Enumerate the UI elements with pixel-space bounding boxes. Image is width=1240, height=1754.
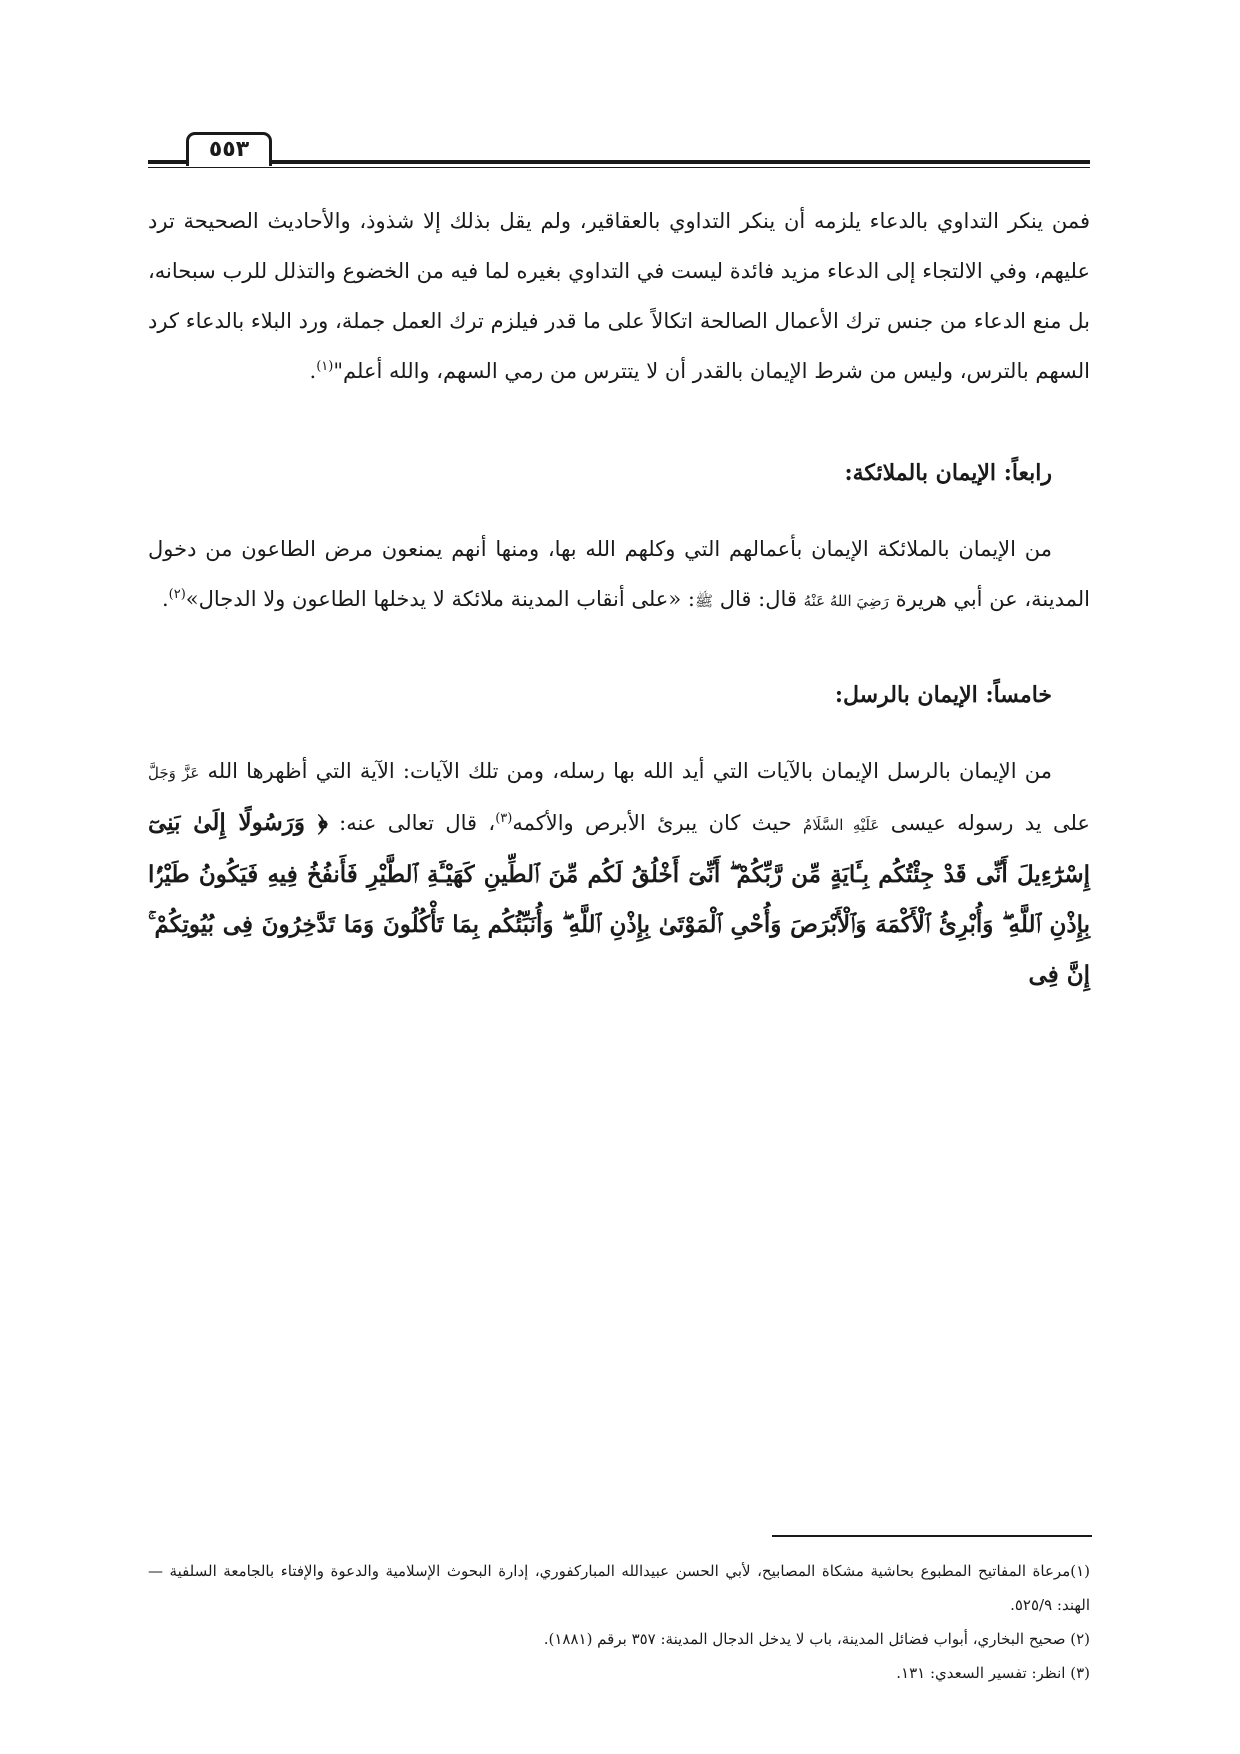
footnote-ref-3[interactable]: (٣): [495, 811, 513, 826]
paragraph-3-part-1: من الإيمان بالرسل الإيمان بالآيات التي أيد الله بها رسله، ومن تلك الآيات: الآية التي أظهرها الله: [207, 759, 1052, 783]
section-heading-angels: رابعاً: الإيمان بالملائكة:: [844, 460, 1052, 486]
paragraph-1-end: .: [309, 359, 317, 383]
paragraph-3-part-2: على يد رسوله عيسى: [890, 811, 1090, 835]
page-number: ٥٥٣: [186, 132, 272, 166]
honorific-alayhis-salam: عَلَيْهِ السَّلَامُ: [803, 816, 880, 834]
footnote-ref-2[interactable]: (٢): [168, 587, 186, 602]
paragraph-1-text: فمن ينكر التداوي بالدعاء يلزمه أن ينكر التداوي بالعقاقير، ولم يقل بذلك إلا شذوذ، والأحاديث الصحيحة ترد عليهم، وفي الالتجاء إلى الدعاء مزيد فائدة ليست في التداوي بغيره لما فيه من الخضوع والتذلل للرب سبحانه، بل منع الدعاء من جنس ترك الأعمال الصالحة اتكالاً على ما قدر فيلزم ترك العمل جملة، ورد البلاء بالدعاء كرد السهم بالترس، وليس من شرط الإيمان بالقدر أن لا يتترس من رمي السهم، والله أعلم": [148, 209, 1090, 383]
page-header: [148, 132, 1090, 172]
footnote-1: (١)مرعاة المفاتيح المطبوع بحاشية مشكاة المصابيح، لأبي الحسن عبيدالله المباركفوري، إدارة البحوث الإسلامية والدعوة والإفتاء بالجامعة السلفية — الهند: ٥٢٥/٩.: [148, 1562, 1091, 1614]
body-paragraph-2: [148, 524, 1090, 626]
paragraph-3-part-3: حيث كان يبرئ الأبرص والأكمه: [512, 811, 792, 835]
body-paragraph-1: [148, 196, 1090, 396]
paragraph-2-end: .: [161, 587, 169, 611]
footnote-3: (٣) انظر: تفسير السعدي: ١٣١.: [896, 1664, 1090, 1682]
footnote-separator: [772, 1535, 1092, 1537]
honorific-azza-wajal: عَزَّ وَجَلَّ: [148, 764, 200, 782]
honorific-radiyallahu: رَضِيَ اللهُ عَنْهُ: [803, 592, 889, 610]
quran-verse: ﴿ وَرَسُولًا إِلَىٰ بَنِىٓ إِسْرَٰٓءِيلَ أَنِّى قَدْ جِئْتُكُم بِـَٔايَةٍ مِّن رَّبِّكُمْ ۖ أَنِّىٓ أَخْلُقُ لَكُم مِّنَ ٱلطِّينِ كَهَيْـَٔةِ ٱلطَّيْرِ فَأَنفُخُ فِيهِ فَيَكُونُ طَيْرًۢا بِإِذْنِ ٱللَّهِ ۖ وَأُبْرِئُ ٱلْأَكْمَهَ وَٱلْأَبْرَصَ وَأُحْىِ ٱلْمَوْتَىٰ بِإِذْنِ ٱللَّهِ ۖ وَأُنَبِّئُكُم بِمَا تَأْكُلُونَ وَمَا تَدَّخِرُونَ فِى بُيُوتِكُمْ ۚ إِنَّ فِى: [148, 809, 1090, 988]
header-rule-thin: [148, 167, 1090, 168]
footnotes: [148, 1554, 1090, 1690]
page-body: [148, 196, 1090, 1000]
paragraph-2-part-3: : «على أنقاب المدينة ملائكة لا يدخلها الطاعون ولا الدجال»: [185, 587, 695, 611]
section-heading-messengers: خامساً: الإيمان بالرسل:: [834, 682, 1052, 708]
footnote-ref-1[interactable]: (١): [316, 359, 334, 374]
paragraph-2-part-2: قال: قال: [719, 587, 797, 611]
honorific-salla: ﷺ: [694, 592, 714, 610]
paragraph-2-part-1: من الإيمان بالملائكة الإيمان بأعمالهم التي وكلهم الله بها، ومنها أنهم يمنعون مرض الطاعون من دخول المدينة، عن أبي هريرة: [148, 537, 1090, 611]
footnote-2: (٢) صحيح البخاري، أبواب فضائل المدينة، باب لا يدخل الدجال المدينة: ٣٥٧ برقم (١٨٨١).: [543, 1630, 1090, 1648]
body-paragraph-3: [148, 746, 1090, 1000]
header-rule-thick: [148, 160, 1090, 164]
paragraph-3-part-4: ، قال تعالى عنه:: [339, 811, 496, 835]
